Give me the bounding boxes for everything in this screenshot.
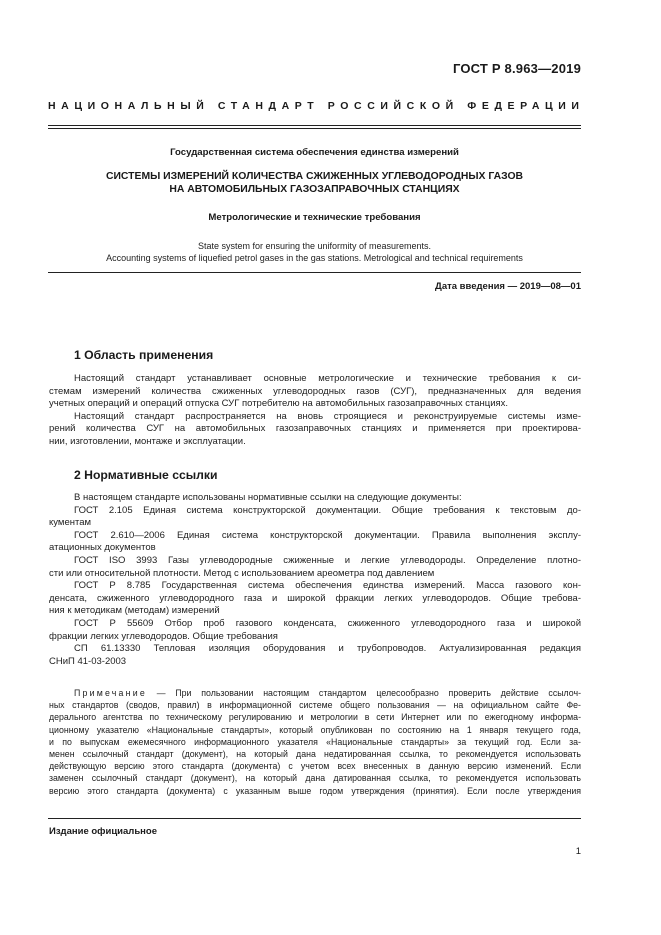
- paragraph-line: Настоящий стандарт устанавливает основные метрологические и технические требования к си-: [74, 373, 581, 384]
- note-text: — При пользовании настоящим стандартом целесообразно проверить действие ссылоч-: [146, 688, 581, 698]
- paragraph-line: Настоящий стандарт распространяется на вновь строящиеся и реконструируемые системы изме-: [74, 410, 581, 422]
- footer-rule: [48, 818, 581, 819]
- national-standard-heading: НАЦИОНАЛЬНЫЙ СТАНДАРТ РОССИЙСКОЙ ФЕДЕРАЦИИ: [48, 100, 585, 112]
- note-line: ционному указателю «Национальные стандарты», который опубликован по состоянию на 1 января текущего года,: [49, 724, 581, 735]
- subtitle: Метрологические и технические требования: [208, 212, 421, 223]
- section-1-body: [49, 373, 581, 449]
- section-2-body: [49, 492, 581, 668]
- note-line: заменен ссылочный стандарт (документ), на который дана датированная ссылка, то рекомендуется использовать: [49, 773, 581, 784]
- reference-line: ГОСТ Р 55609 Отбор проб газового конденсата, сжиженного углеводородного газа и широкой: [74, 617, 581, 629]
- english-title-line: State system for ensuring the uniformity of measurements.: [197, 241, 432, 251]
- gost-number: ГОСТ Р 8.963—2019: [452, 61, 581, 76]
- reference-line: сти или относительной плотности. Метод с использованием ареометра под давлением: [49, 567, 435, 579]
- header-rule-top: [48, 125, 581, 126]
- english-title: [48, 240, 581, 264]
- note-line: действующую версию этого стандарта (документа) с учетом всех внесенных в данную версию изменений. Если: [49, 761, 581, 772]
- title-rule: [48, 272, 581, 273]
- note-line: [49, 687, 581, 699]
- english-title-line: Accounting systems of liquefied petrol gases in the gas stations. Metrological and technical requirements: [106, 253, 523, 263]
- note-line: ных стандартов (сводов, правил) в информационной системе общего пользования — на официальном сайте Фе-: [49, 700, 581, 711]
- page-number: 1: [575, 846, 581, 857]
- note-block: [49, 687, 581, 797]
- reference-line: ГОСТ 2.610—2006 Единая система конструкторской документации. Правила выполнения эксплу-: [74, 529, 581, 541]
- section-2-title: 2 Нормативные ссылки: [74, 468, 218, 482]
- reference-line: ГОСТ Р 8.785 Государственная система обеспечения единства измерений. Масса газового кон-: [74, 580, 581, 592]
- paragraph-line: учетных операций и операций отпуска СУГ потребителю на автомобильных газозаправочных станциях.: [49, 398, 509, 410]
- paragraph-line: В настоящем стандарте использованы нормативные ссылки на следующие документы:: [74, 492, 462, 503]
- reference-line: ГОСТ ISO 3993 Газы углеводородные сжиженные и легкие углеводороды. Определение плотно-: [74, 554, 581, 566]
- reference-line: атационных документов: [49, 542, 156, 554]
- reference-line: ния к методикам (методам) измерений: [49, 605, 220, 617]
- main-title-line: СИСТЕМЫ ИЗМЕРЕНИЙ КОЛИЧЕСТВА СЖИЖЕННЫХ УГЛЕВОДОРОДНЫХ ГАЗОВ: [105, 171, 524, 182]
- paragraph-line: нии, изготовлении, монтаже и эксплуатации.: [49, 435, 246, 447]
- header-rule-bottom: [48, 128, 581, 129]
- edition-label: Издание официальное: [49, 826, 157, 837]
- main-title: [48, 170, 581, 196]
- reference-line: фракции легких углеводородов. Общие требования: [49, 630, 278, 642]
- note-label: Примечание: [74, 688, 147, 698]
- note-line: дерального агентства по техническому регулированию и метрологии в сети Интернет или по ежегодному информа-: [49, 712, 581, 723]
- note-line: версию этого стандарта (документа) с указанным выше годом утверждения (принятия). Если после утверждения: [49, 785, 581, 796]
- reference-line: СНиП 41-03-2003: [49, 655, 127, 667]
- reference-line: денсата, сжиженного углеводородного газа и широкой фракции легких углеводородов. Общие требова-: [49, 592, 581, 604]
- paragraph-line: стемам измерений количества сжиженных углеводородных газов (СУГ), предназначенных для ведения: [49, 385, 581, 397]
- section-1-title: 1 Область применения: [74, 348, 214, 362]
- introduction-date: Дата введения — 2019—08—01: [435, 281, 581, 292]
- note-line: и по выпускам ежемесячного информационного указателя «Национальные стандарты» за текущий год. Если за-: [49, 736, 581, 747]
- reference-line: кументам: [49, 517, 92, 529]
- reference-line: ГОСТ 2.105 Единая система конструкторской документации. Общие требования к текстовым до-: [74, 504, 581, 516]
- system-title: Государственная система обеспечения единства измерений: [170, 147, 459, 158]
- paragraph-line: рений количества СУГ на автомобильных газозаправочных станциях и применяется при проектирова-: [49, 423, 581, 435]
- main-title-line: НА АВТОМОБИЛЬНЫХ ГАЗОЗАПРАВОЧНЫХ СТАНЦИЯХ: [169, 184, 460, 195]
- reference-line: СП 61.13330 Тепловая изоляция оборудования и трубопроводов. Актуализированная редакция: [74, 643, 581, 655]
- note-line: менен ссылочный стандарт (документ), на который дана недатированная ссылка, то рекомендуется использовать: [49, 749, 581, 760]
